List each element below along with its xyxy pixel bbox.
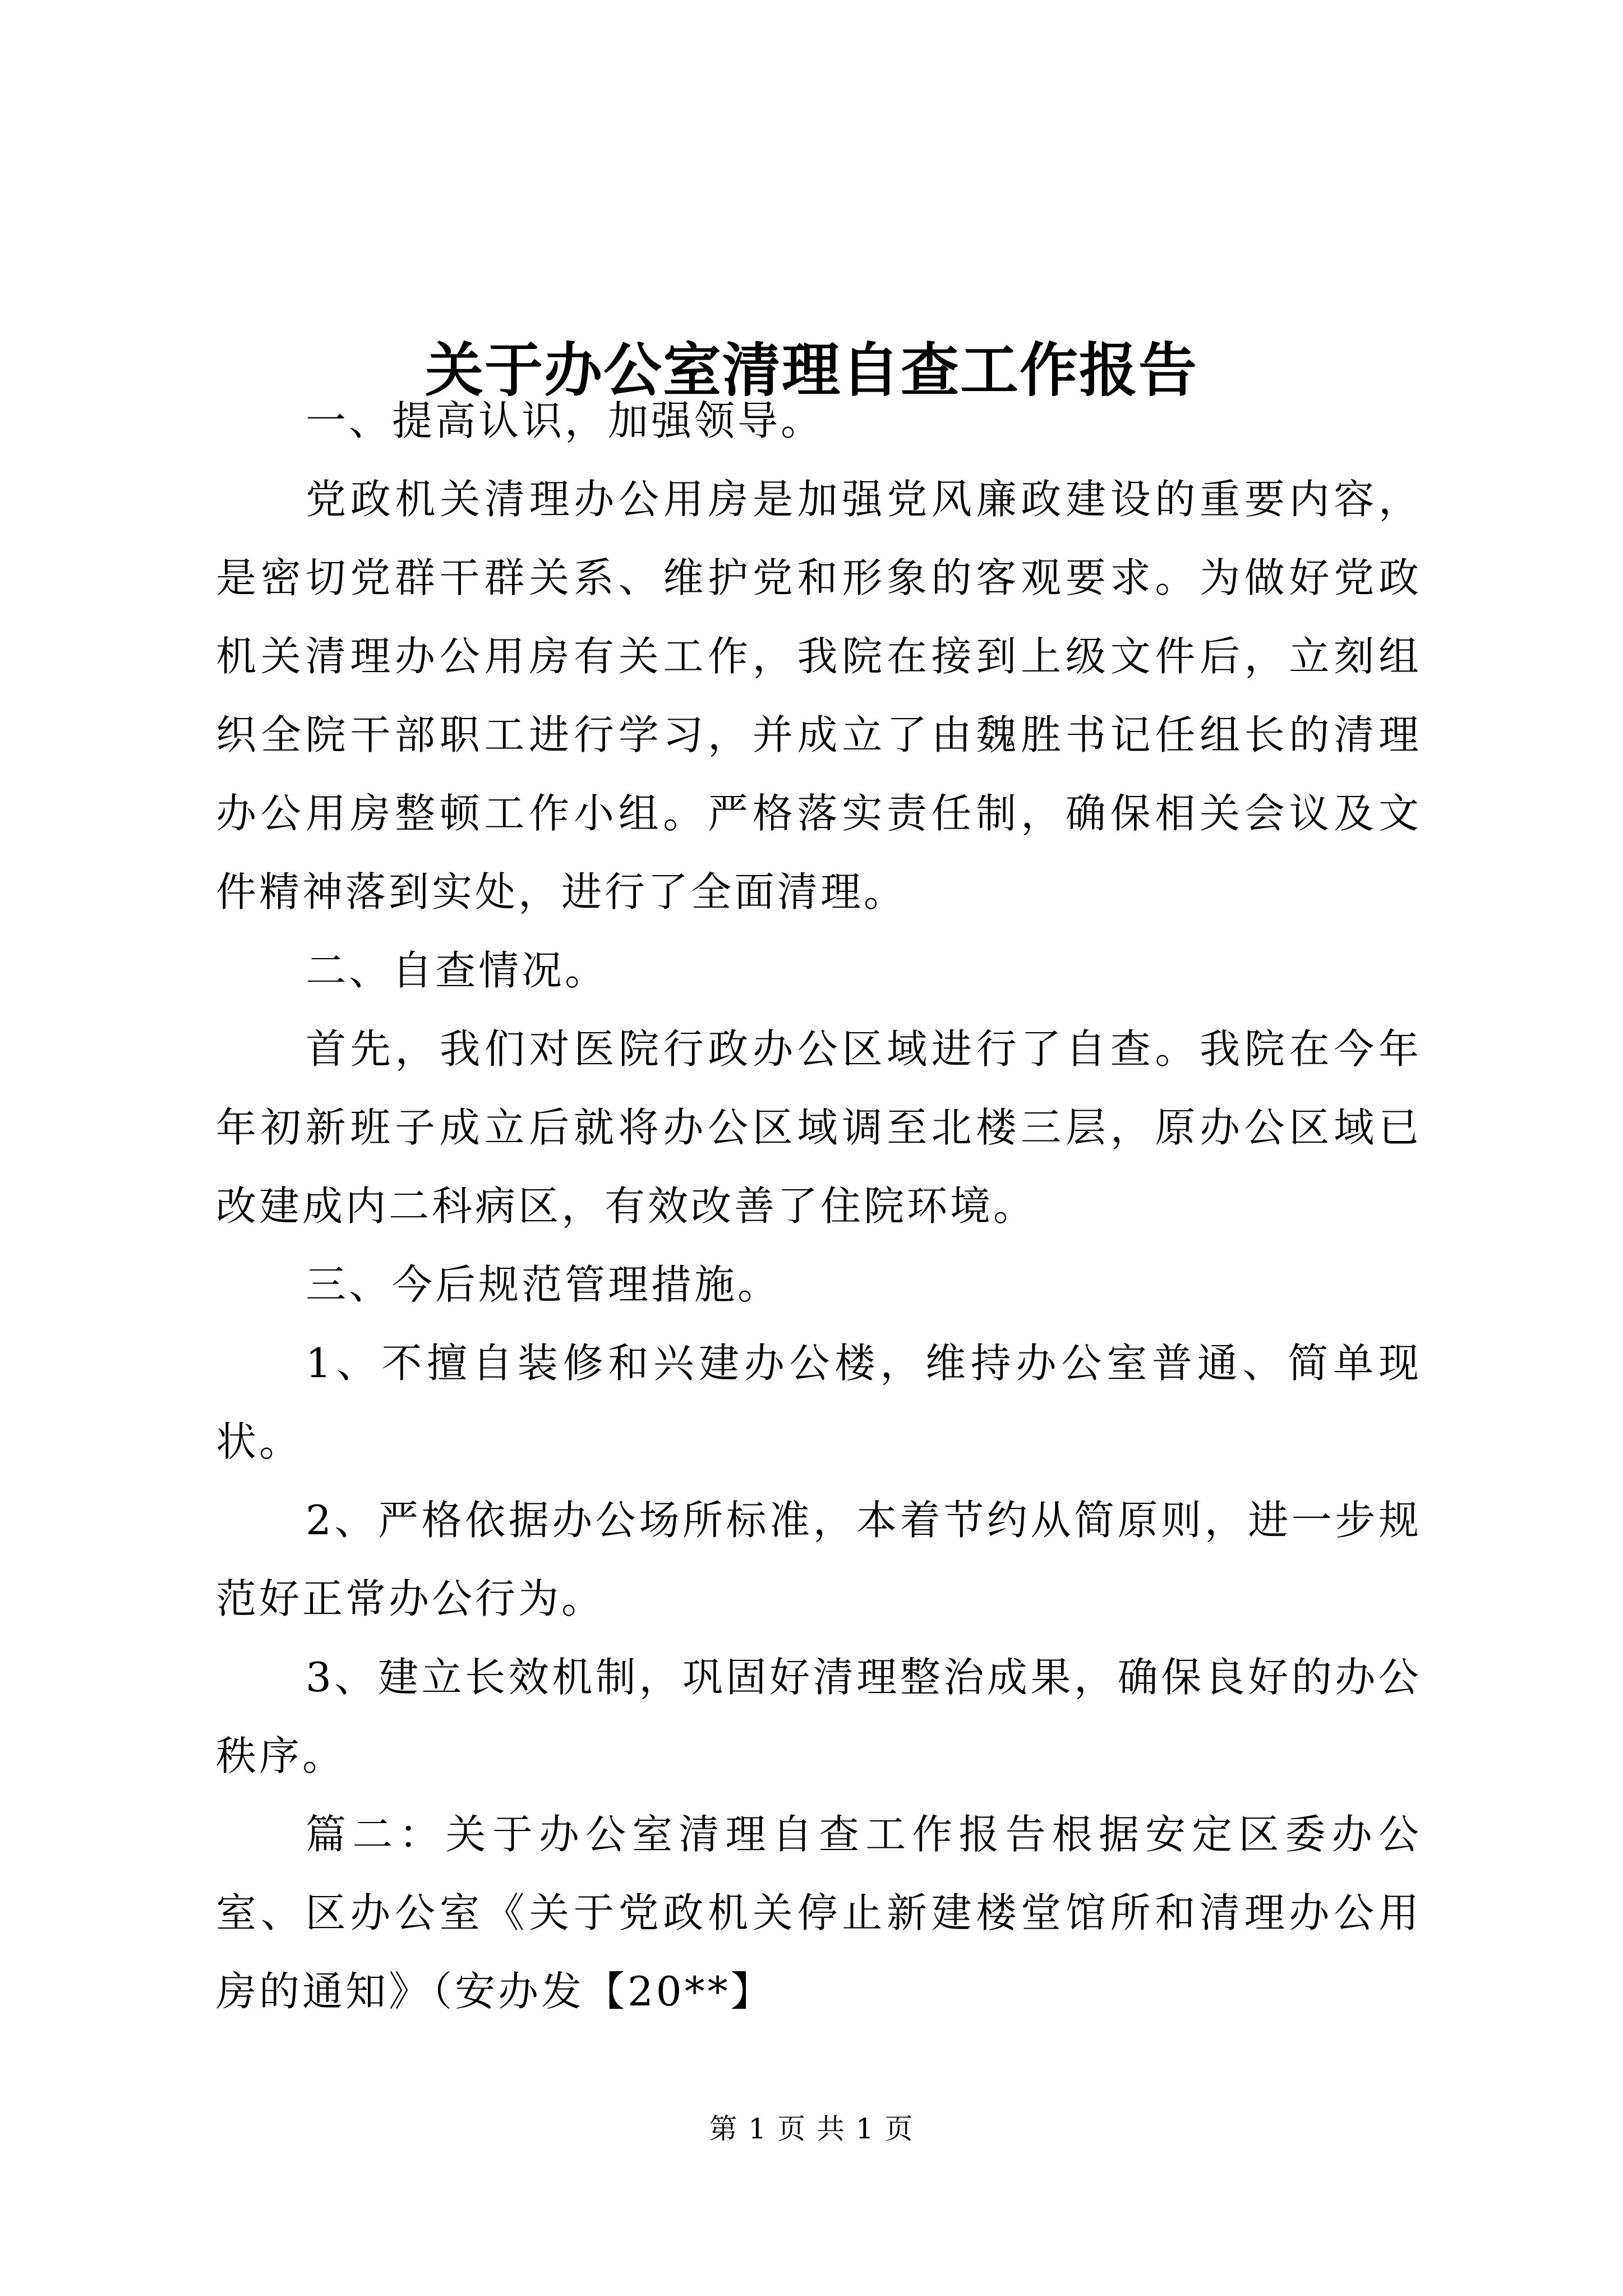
section-heading-2: 二、自查情况。 [306, 947, 608, 994]
document-title: 关于办公室清理自查工作报告 [425, 335, 1198, 404]
measure-item-1: 1、不擅自装修和兴建办公楼，维持办公室普通、简单现状。 [216, 1340, 1422, 1465]
section-heading-3: 三、今后规范管理措施。 [306, 1261, 781, 1308]
page-footer: 第 1 页 共 1 页 [709, 2113, 914, 2145]
document-body [216, 381, 1422, 2031]
paragraph-2: 首先，我们对医院行政办公区域进行了自查。我院在今年年初新班子成立后就将办公区域调至北楼三层，原办公区域已改建成内二科病区，有效改善了住院环境。 [216, 1025, 1422, 1230]
measure-item-3: 3、建立长效机制，巩固好清理整治成果，确保良好的办公秩序。 [216, 1654, 1422, 1779]
paragraph-1: 党政机关清理办公用房是加强党风廉政建设的重要内容，是密切党群干群关系、维护党和形象的客观要求。为做好党政机关清理办公用房有关工作，我院在接到上级文件后，立刻组织全院干部职工进行学习，并成立了由魏胜书记任组长的清理办公用房整顿工作小组。严格落实责任制，确保相关会议及文件精神落到实处，进行了全面清理。 [216, 476, 1422, 915]
measure-item-2: 2、严格依据办公场所标准，本着节约从简原则，进一步规范好正常办公行为。 [216, 1497, 1422, 1622]
paragraph-part-two: 篇二：关于办公室清理自查工作报告根据安定区委办公室、区办公室《关于党政机关停止新建楼堂馆所和清理办公用房的通知》（安办发【20**】 [216, 1811, 1422, 2015]
section-heading-1: 一、提高认识，加强领导。 [306, 397, 824, 444]
